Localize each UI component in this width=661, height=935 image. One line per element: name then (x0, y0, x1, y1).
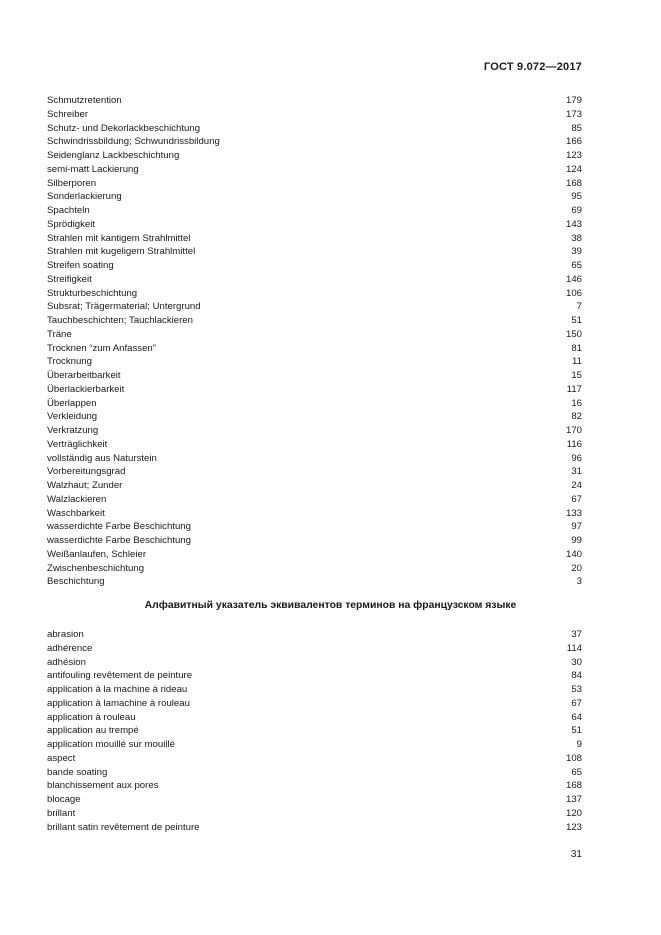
index-term: vollständig aus Naturstein (47, 452, 157, 464)
index-term: wasserdichte Farbe Beschichtung (47, 521, 191, 533)
index-term: Strahlen mit kantigem Strahlmittel (47, 232, 191, 244)
index-page-ref: 146 (565, 273, 582, 285)
index-page-ref: 114 (566, 642, 582, 654)
index-entry (47, 766, 582, 780)
index-entry (47, 342, 582, 356)
index-entry (47, 642, 582, 656)
index-page-ref: 117 (566, 383, 582, 395)
index-term: adhérence (47, 642, 93, 654)
index-page-ref: 67 (571, 493, 582, 505)
index-entry (47, 683, 582, 697)
index-entry (47, 149, 582, 163)
index-entry (47, 628, 582, 642)
index-page-ref: 173 (565, 108, 582, 120)
index-page-ref: 67 (571, 697, 582, 709)
index-term: Weißanlaufen, Schleier (47, 548, 147, 560)
index-entry (47, 397, 582, 411)
index-term: blanchissement aux pores (47, 780, 159, 792)
index-page-ref: 31 (571, 466, 582, 478)
index-page-ref: 166 (565, 136, 582, 148)
index-entry (47, 135, 582, 149)
index-entry (47, 465, 582, 479)
index-page-ref: 170 (565, 425, 582, 436)
index-term: application à rouleau (47, 711, 136, 723)
index-term: aspect (47, 752, 76, 764)
page-number: 31 (570, 849, 582, 860)
index-page-ref: 69 (571, 205, 582, 216)
index-page-ref: 11 (572, 356, 582, 368)
index-term: adhésion (47, 656, 86, 668)
index-term: antifouling revêtement de peinture (47, 670, 193, 682)
index-entry (47, 562, 582, 576)
index-page-ref: 65 (571, 766, 582, 778)
index-entry (47, 355, 582, 369)
index-term: brillant (47, 807, 76, 819)
index-page-ref: 116 (566, 438, 582, 450)
index-entry (47, 245, 582, 259)
index-page-ref: 120 (565, 807, 582, 819)
index-entry (47, 424, 582, 438)
index-page-ref: 51 (571, 725, 582, 737)
index-entry (47, 218, 582, 232)
index-page-ref: 133 (565, 507, 582, 519)
index-entry (47, 493, 582, 507)
index-entry (47, 807, 582, 821)
index-entry (47, 273, 582, 287)
index-page-ref: 9 (576, 739, 582, 750)
index-entry (47, 287, 582, 301)
index-term: Vorbereitungsgrad (47, 466, 126, 478)
index-term: application au trempé (47, 725, 139, 737)
index-entry (47, 507, 582, 521)
index-term: Sprödigkeit (47, 218, 95, 230)
index-entry (47, 438, 582, 452)
index-entry (47, 314, 582, 328)
french-index-list (47, 628, 582, 834)
index-term: Walzhaut; Zunder (47, 480, 123, 491)
index-term: bande soating (47, 766, 108, 778)
french-index-heading: Алфавитный указатель эквивалентов терминов на французском языке (144, 600, 517, 611)
index-term: Silberporen (47, 177, 97, 189)
index-entry (47, 575, 582, 589)
index-page-ref: 20 (571, 562, 582, 574)
index-entry (47, 738, 582, 752)
index-page-ref: 82 (571, 411, 582, 423)
index-page-ref: 15 (571, 370, 582, 381)
index-page-ref: 95 (571, 191, 582, 203)
index-entry (47, 410, 582, 424)
index-term: Seidenglanz Lackbeschichtung (47, 150, 180, 161)
index-term: Walzlackieren (47, 493, 107, 505)
index-term: Subsrat; Trägermaterial; Untergrund (47, 301, 201, 313)
index-page-ref: 81 (571, 342, 582, 354)
index-page-ref: 38 (571, 232, 582, 244)
index-term: Schutz- und Dekorlackbeschichtung (47, 122, 201, 134)
index-page-ref: 39 (571, 246, 582, 258)
index-term: Trocknung (47, 356, 92, 368)
index-entry (47, 793, 582, 807)
index-entry (47, 328, 582, 342)
index-term: Schreiber (47, 108, 89, 120)
index-term: Trocknen “zum Anfassen” (47, 342, 156, 354)
index-entry (47, 697, 582, 711)
index-term: Strahlen mit kugeligem Strahlmittel (47, 246, 196, 258)
index-entry (47, 520, 582, 534)
index-page-ref: 123 (565, 821, 582, 833)
index-page-ref: 106 (565, 287, 582, 299)
index-page-ref: 179 (565, 95, 582, 106)
index-term: blocage (47, 794, 81, 805)
index-page-ref: 51 (571, 315, 582, 326)
index-entry (47, 232, 582, 246)
index-entry (47, 752, 582, 766)
index-entry (47, 122, 582, 136)
index-page-ref: 3 (576, 576, 582, 588)
index-page-ref: 108 (565, 752, 582, 764)
index-page-ref: 37 (571, 629, 582, 640)
index-page-ref: 30 (571, 656, 582, 668)
index-page-ref: 143 (565, 218, 582, 230)
index-term: Schmutzretention (47, 95, 122, 106)
index-term: abrasion (47, 629, 84, 640)
index-entry (47, 383, 582, 397)
index-page-ref: 16 (571, 397, 582, 409)
index-term: Schwindrissbildung; Schwundrissbildung (47, 136, 220, 148)
index-page-ref: 97 (571, 521, 582, 533)
index-entry (47, 724, 582, 738)
index-page-ref: 24 (571, 480, 582, 491)
index-term: Verkleidung (47, 411, 98, 423)
index-page-ref: 7 (576, 301, 582, 313)
index-page-ref: 168 (565, 780, 582, 792)
index-entry (47, 779, 582, 793)
german-index-list (47, 94, 582, 589)
index-page-ref: 85 (571, 122, 582, 134)
document-header: ГОСТ 9.072—2017 (483, 61, 582, 73)
index-term: Träne (47, 328, 72, 340)
index-entry (47, 821, 582, 835)
index-entry (47, 452, 582, 466)
index-page-ref: 140 (565, 548, 582, 560)
index-term: application à la machine à rideau (47, 684, 188, 695)
index-term: Überarbeitbarkeit (47, 370, 121, 381)
index-entry (47, 656, 582, 670)
index-page-ref: 124 (565, 163, 582, 175)
index-entry (47, 369, 582, 383)
index-term: application à lamachine à rouleau (47, 697, 190, 709)
index-entry (47, 534, 582, 548)
index-entry (47, 669, 582, 683)
index-page-ref: 137 (565, 794, 582, 805)
index-term: brillant satin revêtement de peinture (47, 821, 200, 833)
index-term: Tauchbeschichten; Tauchlackieren (47, 315, 193, 326)
index-page-ref: 168 (565, 177, 582, 189)
index-page-ref: 65 (571, 260, 582, 271)
index-page-ref: 99 (571, 535, 582, 546)
index-term: Sonderlackierung (47, 191, 122, 203)
index-term: Verträglichkeit (47, 438, 108, 450)
index-term: Waschbarkeit (47, 507, 105, 519)
index-entry (47, 94, 582, 108)
index-entry (47, 548, 582, 562)
index-term: Spachteln (47, 205, 90, 216)
index-entry (47, 190, 582, 204)
index-page-ref: 96 (571, 452, 582, 464)
index-entry (47, 108, 582, 122)
index-entry (47, 204, 582, 218)
index-term: Streifigkeit (47, 273, 92, 285)
index-entry (47, 177, 582, 191)
index-term: Streifen soating (47, 260, 114, 271)
index-page-ref: 123 (565, 150, 582, 161)
index-term: semi-matt Lackierung (47, 163, 139, 175)
index-term: Strukturbeschichtung (47, 287, 138, 299)
index-entry (47, 479, 582, 493)
index-entry (47, 711, 582, 725)
index-entry (47, 259, 582, 273)
index-page-ref: 53 (571, 684, 582, 695)
index-page-ref: 64 (571, 711, 582, 723)
index-page-ref: 84 (571, 670, 582, 682)
index-entry (47, 300, 582, 314)
index-term: wasserdichte Farbe Beschichtung (47, 535, 191, 546)
index-term: Beschichtung (47, 576, 105, 588)
index-page-ref: 150 (565, 328, 582, 340)
index-term: application mouillé sur mouillé (47, 739, 175, 750)
index-term: Überlackierbarkeit (47, 383, 125, 395)
index-term: Überlappen (47, 397, 97, 409)
index-term: Verkratzung (47, 425, 99, 436)
index-term: Zwischenbeschichtung (47, 562, 145, 574)
index-entry (47, 163, 582, 177)
